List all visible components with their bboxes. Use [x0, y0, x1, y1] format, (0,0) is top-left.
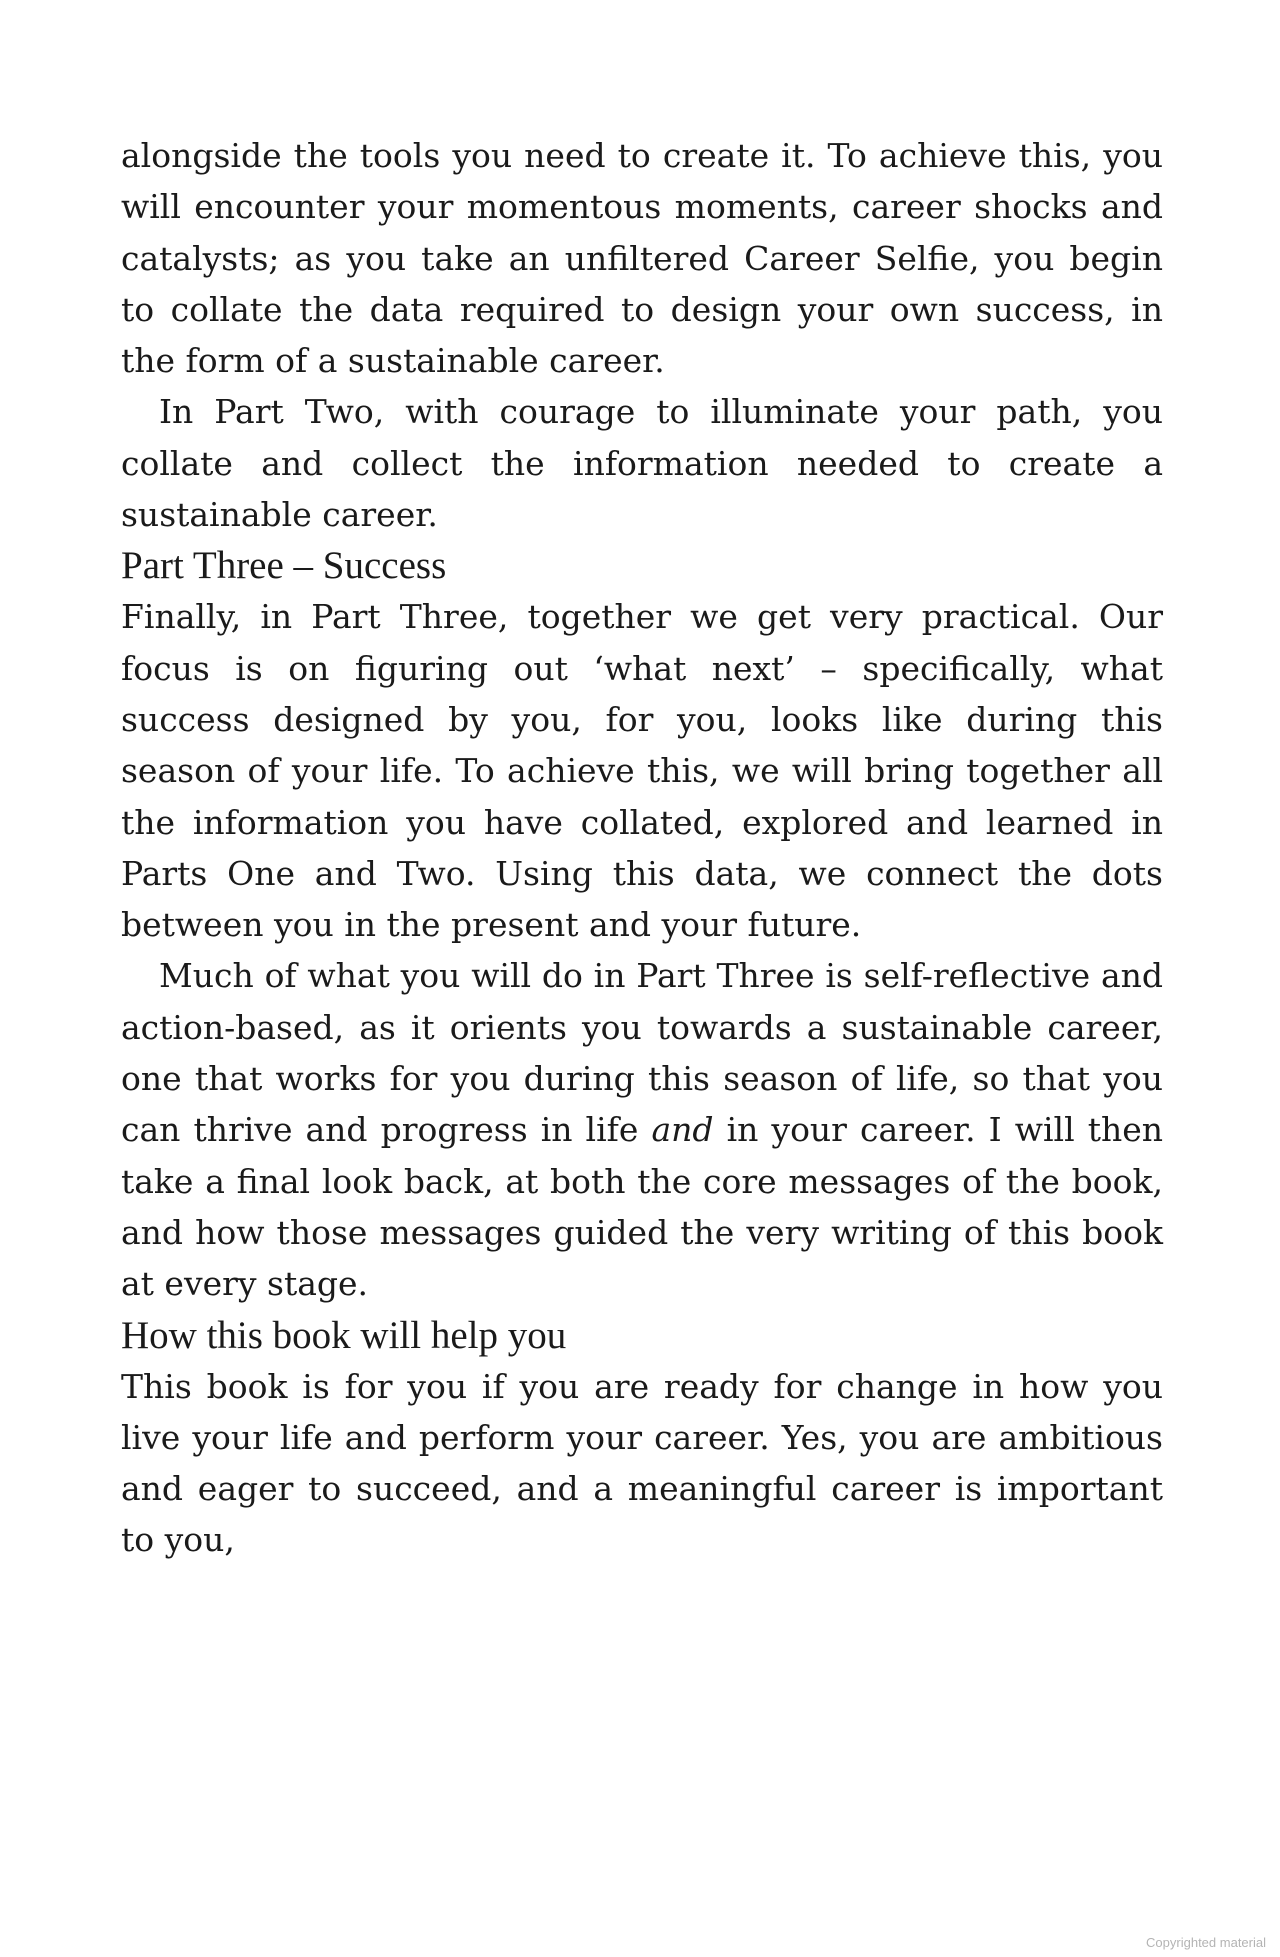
paragraph-part-three-detail	[121, 950, 1163, 1309]
page-content	[121, 130, 1163, 1566]
paragraph-part-one-continued: alongside the tools you need to create it. To achieve this, you will encounter your momentous moments, career shocks and catalysts; as you take an unfiltered Career Selfie, you begin to collate the data required to design your own success, in the form of a sustainable career.	[121, 136, 1163, 381]
italic-emphasis: and	[651, 1110, 714, 1150]
paragraph-part-three-intro: Finally, in Part Three, together we get very practical. Our focus is on figuring out ‘what next’ – specifically, what success designed by you, for you, looks like during this season of your life. To achieve this, we will bring together all the information you have collated, explored and learned in Parts One and Two. Using this data, we connect the dots between you in the present and your future.	[121, 597, 1163, 945]
paragraph-text-segment: in your career. I will then take a final look back, at both the core messages of the book, and how those messages guided the very writing of this book at every stage.	[121, 1110, 1164, 1304]
heading-how-this-book-helps: How this book will help you	[121, 1313, 567, 1357]
paragraph-book-audience: This book is for you if you are ready for change in how you live your life and perform your career. Yes, you are ambitious and eager to succeed, and a meaningful career is important to you,	[121, 1366, 1163, 1560]
copyright-watermark: Copyrighted material	[1146, 1935, 1266, 1950]
paragraph-part-two: In Part Two, with courage to illuminate your path, you collate and collect the information needed to create a sustainable career.	[121, 392, 1163, 535]
heading-part-three: Part Three – Success	[121, 544, 447, 588]
paragraph-text-segment: Much of what you will do in Part Three is self-reflective and action-based, as it orients you towards a sustainable career, one that works for you during this season of life, so that you can thrive and progress in life	[121, 956, 1163, 1150]
